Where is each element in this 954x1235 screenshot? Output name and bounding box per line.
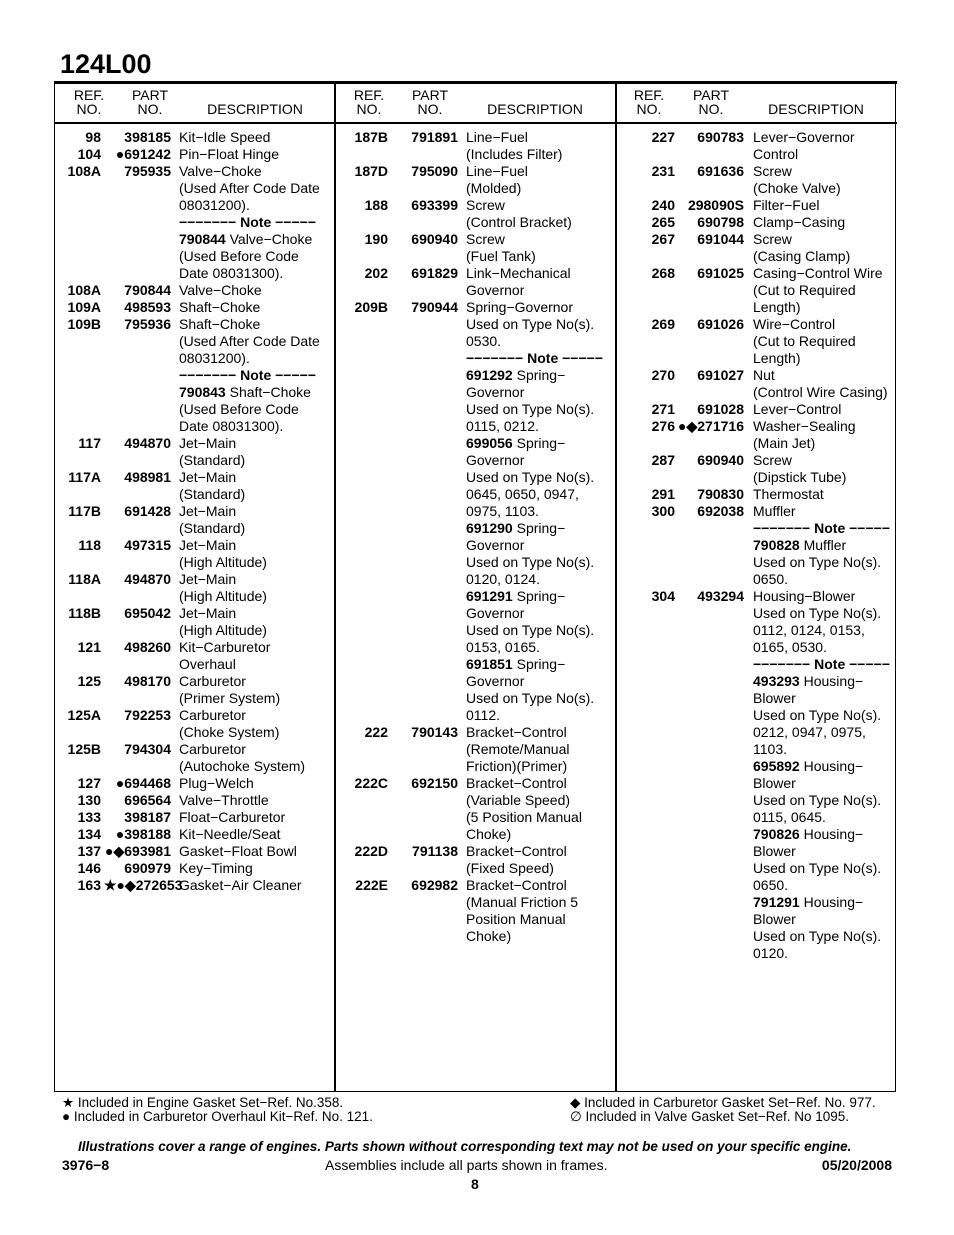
part-description: Jet−Main (Standard) [179,503,246,536]
alternate-part: 790828 Muffler [753,537,847,553]
part-description: Bracket−Control (Fixed Speed) [466,843,567,876]
part-description: Shaft−Choke [179,299,261,315]
ref-number: 222D [354,843,388,859]
part-description: Lever−Control [753,401,842,417]
part-description: Housing−Blower Used on Type No(s). 0112, 0124, 0153, 0165, 0530. −−−−−−− Note −−−−− 493293 Housing− Blower Used on Type No(s). 0212, 0947, 0975, 1103. 695892 Housing− Blower Used on Type No(s). 0115, 0645. 790826 Housing− Blower Used on Type No(s). 0650. 791291 Housing− Blower Used on Type No(s). 0120. [753,588,890,961]
ref-number: 125A [67,707,101,723]
page-title: 124L00 [60,49,152,79]
part-description: Gasket−Air Cleaner [179,877,302,893]
alternate-part: 699056 Spring− [466,435,566,451]
ref-header-2: REF. NO. [353,87,385,117]
part-description: Wire−Control (Cut to Required Length) [753,316,856,366]
part-number: 298090S [687,197,744,213]
ref-number: 125B [67,741,101,757]
alternate-part: 695892 Housing− [753,758,864,774]
alternate-part: 790843 Shaft−Choke [179,384,311,400]
ref-number: 104 [77,146,101,162]
note-divider: −−−−−−− Note −−−−− [753,520,890,536]
part-description: Pin−Float Hinge [179,146,280,162]
part-number: 692150 [411,775,458,791]
part-number: 794304 [124,741,171,757]
part-number: 691028 [697,401,744,417]
part-number: 691025 [697,265,744,281]
part-description: Kit−Carburetor Overhaul [179,639,271,672]
part-number: 498593 [124,299,171,315]
part-description: Screw (Fuel Tank) [466,231,536,264]
note-divider: −−−−−−− Note −−−−− [753,656,890,672]
ref-number: 125 [77,673,101,689]
part-description: Casing−Control Wire (Cut to Required Length) [753,265,883,315]
part-description: Muffler −−−−−−− Note −−−−− 790828 Muffler Used on Type No(s). 0650. [753,503,890,587]
part-description: Nut (Control Wire Casing) [753,367,888,400]
ref-number: 187D [354,163,388,179]
ref-header-1: REF. NO. [73,87,105,117]
ref-number: 146 [77,860,101,876]
part-number: 398185 [124,129,171,145]
alternate-part: 790844 Valve−Choke [179,231,313,247]
part-number: 791891 [411,129,458,145]
part-header-2: PART NO. [411,87,449,117]
part-description: Valve−Throttle [179,792,269,808]
part-description: Valve−Choke (Used After Code Date 08031200). −−−−−−− Note −−−−− 790844 Valve−Choke (Used Before Code Date 08031300). [179,163,320,281]
part-description: Clamp−Casing [753,214,846,230]
ref-number: 121 [77,639,101,655]
part-description: Jet−Main (High Altitude) [179,605,267,638]
ref-number: 118B [68,605,101,621]
part-description: Kit−Needle/Seat [179,826,281,842]
ref-number: 137 [77,843,101,859]
ref-number: 127 [77,775,101,791]
part-number: 795936 [124,316,171,332]
part-number: 790844 [124,282,171,298]
ref-number: 130 [77,792,101,808]
ref-number: 227 [651,129,675,145]
alternate-part: 493293 Housing− [753,673,864,689]
ref-number: 267 [651,231,675,247]
alternate-part: 791291 Housing− [753,894,864,910]
document-number: 3976−8 [62,1157,110,1173]
part-description: Screw (Dipstick Tube) [753,452,847,485]
ref-number: 265 [651,214,675,230]
ref-number: 304 [651,588,675,604]
ref-number: 108A [67,163,101,179]
part-number: 692982 [411,877,458,893]
part-number: 790944 [411,299,458,315]
ref-number: 231 [651,163,675,179]
note-divider: −−−−−−− Note −−−−− [179,214,316,230]
part-description: Float−Carburetor [179,809,286,825]
part-description: Filter−Fuel [753,197,820,213]
part-number: 693399 [411,197,458,213]
part-description: Lever−Governor Control [753,129,855,162]
part-number: 690940 [697,452,744,468]
part-number: ●691242 [115,146,171,162]
column-divider-1 [334,84,336,1092]
ref-number: 287 [651,452,675,468]
ref-number: 300 [651,503,675,519]
part-number: 795090 [411,163,458,179]
part-description: Line−Fuel (Includes Filter) [466,129,563,162]
part-number: 498260 [124,639,171,655]
part-header-3: PART NO. [692,87,730,117]
illustration-disclaimer: Illustrations cover a range of engines. Parts shown without corresponding text may not be used on your specific engine. [78,1139,852,1154]
part-number: 690940 [411,231,458,247]
part-description: Jet−Main (Standard) [179,469,246,502]
part-description: Carburetor (Primer System) [179,673,281,706]
part-number: 790143 [411,724,458,740]
ref-number: 222 [364,724,388,740]
part-description: Bracket−Control (Variable Speed) (5 Position Manual Choke) [466,775,582,842]
part-description: Line−Fuel (Molded) [466,163,528,196]
alternate-part: 691851 Spring− [466,656,566,672]
part-number: 691027 [697,367,744,383]
ref-number: 222C [354,775,388,791]
part-number: 497315 [124,537,171,553]
part-number: ★●◆272653 [104,877,183,893]
ref-number: 117B [68,503,101,519]
alternate-part: 691292 Spring− [466,367,566,383]
part-description: Spring−Governor Used on Type No(s). 0530. −−−−−−− Note −−−−− 691292 Spring− Governor Used on Type No(s). 0115, 0212. 699056 Spring− Governor Used on Type No(s). 0645, 0650, 0947, 0975, 1103. 691290 Spring− Governor Used on Type No(s). 0120, 0124. 691291 Spring− Governor Used on Type No(s). 0153, 0165. 691851 Spring− Governor Used on Type No(s). 0112. [466,299,603,723]
part-description: Bracket−Control (Remote/Manual Friction)(Primer) [466,724,570,774]
part-number: 696564 [124,792,171,808]
ref-number: 134 [77,826,101,842]
part-description: Carburetor (Autochoke System) [179,741,306,774]
assemblies-note: Assemblies include all parts shown in frames. [325,1157,608,1173]
ref-number: 209B [354,299,388,315]
legend-empty-set: ∅ Included in Valve Gasket Set−Ref. No 1095. [570,1109,850,1124]
part-number: 690798 [697,214,744,230]
part-number: ●398188 [115,826,171,842]
legend-diamond: ◆ Included in Carburetor Gasket Set−Ref. No. 977. [570,1095,876,1110]
part-description: Carburetor (Choke System) [179,707,280,740]
part-description: Kit−Idle Speed [179,129,271,145]
part-number: 494870 [124,571,171,587]
ref-number: 202 [364,265,388,281]
ref-number: 268 [651,265,675,281]
alternate-part: 691290 Spring− [466,520,566,536]
part-number: ●◆693981 [105,843,171,859]
part-number: 498981 [124,469,171,485]
part-description: Valve−Choke [179,282,262,298]
part-number: 398187 [124,809,171,825]
ref-number: 269 [651,316,675,332]
ref-number: 291 [651,486,675,502]
part-description: Thermostat [753,486,824,502]
ref-number: 276 [651,418,675,434]
ref-number: 118A [68,571,101,587]
part-number: ●◆271716 [678,418,744,434]
note-divider: −−−−−−− Note −−−−− [466,350,603,366]
ref-number: 118 [78,537,101,553]
part-description: Screw (Casing Clamp) [753,231,851,264]
ref-number: 240 [651,197,675,213]
desc-header-2: DESCRIPTION [487,101,583,117]
part-description: Jet−Main (High Altitude) [179,537,267,570]
part-number: 692038 [697,503,744,519]
part-number: 792253 [124,707,171,723]
ref-number: 190 [364,231,388,247]
note-divider: −−−−−−− Note −−−−− [179,367,316,383]
part-number: 494870 [124,435,171,451]
part-number: 498170 [124,673,171,689]
part-description: Link−Mechanical Governor [466,265,571,298]
ref-number: 98 [85,129,101,145]
part-description: Screw (Choke Valve) [753,163,841,196]
part-description: Bracket−Control (Manual Friction 5 Position Manual Choke) [466,877,579,944]
part-number: 795935 [124,163,171,179]
part-number: 691829 [411,265,458,281]
alternate-part: 691291 Spring− [466,588,566,604]
ref-number: 163 [77,877,101,893]
ref-number: 271 [651,401,675,417]
desc-header-3: DESCRIPTION [768,101,864,117]
part-number: 691026 [697,316,744,332]
legend-star: ★ Included in Engine Gasket Set−Ref. No.358. [62,1095,344,1110]
document-date: 05/20/2008 [821,1157,892,1173]
part-header-1: PART NO. [131,87,169,117]
header-rule [54,122,897,124]
part-number: 691636 [697,163,744,179]
column-divider-2 [615,84,617,1092]
ref-number: 108A [67,282,101,298]
part-description: Jet−Main (Standard) [179,435,246,468]
ref-number: 109B [67,316,101,332]
page-number: 8 [471,1176,479,1192]
ref-header-3: REF. NO. [633,87,665,117]
part-number: 790830 [697,486,744,502]
alternate-part: 790826 Housing− [753,826,864,842]
ref-number: 133 [77,809,101,825]
part-number: 691044 [697,231,744,247]
part-description: Screw (Control Bracket) [466,197,572,230]
part-number: 690979 [124,860,171,876]
ref-number: 109A [67,299,101,315]
part-number: 690783 [697,129,744,145]
ref-number: 117 [78,435,101,451]
part-number: ●694468 [115,775,171,791]
part-number: 691428 [124,503,171,519]
desc-header-1: DESCRIPTION [207,101,303,117]
part-description: Washer−Sealing (Main Jet) [753,418,856,451]
ref-number: 187B [354,129,388,145]
part-description: Shaft−Choke (Used After Code Date 08031200). −−−−−−− Note −−−−− 790843 Shaft−Choke (Used Before Code Date 08031300). [179,316,320,434]
part-number: 791138 [412,843,458,859]
part-description: Key−Timing [179,860,253,876]
ref-number: 117A [68,469,101,485]
ref-number: 222E [355,877,388,893]
ref-number: 188 [364,197,388,213]
part-description: Jet−Main (High Altitude) [179,571,267,604]
part-description: Plug−Welch [179,775,254,791]
legend-dot: ● Included in Carburetor Overhaul Kit−Ref. No. 121. [62,1109,373,1124]
ref-number: 270 [651,367,675,383]
part-number: 695042 [124,605,171,621]
part-description: Gasket−Float Bowl [179,843,297,859]
part-number: 493294 [697,588,744,604]
